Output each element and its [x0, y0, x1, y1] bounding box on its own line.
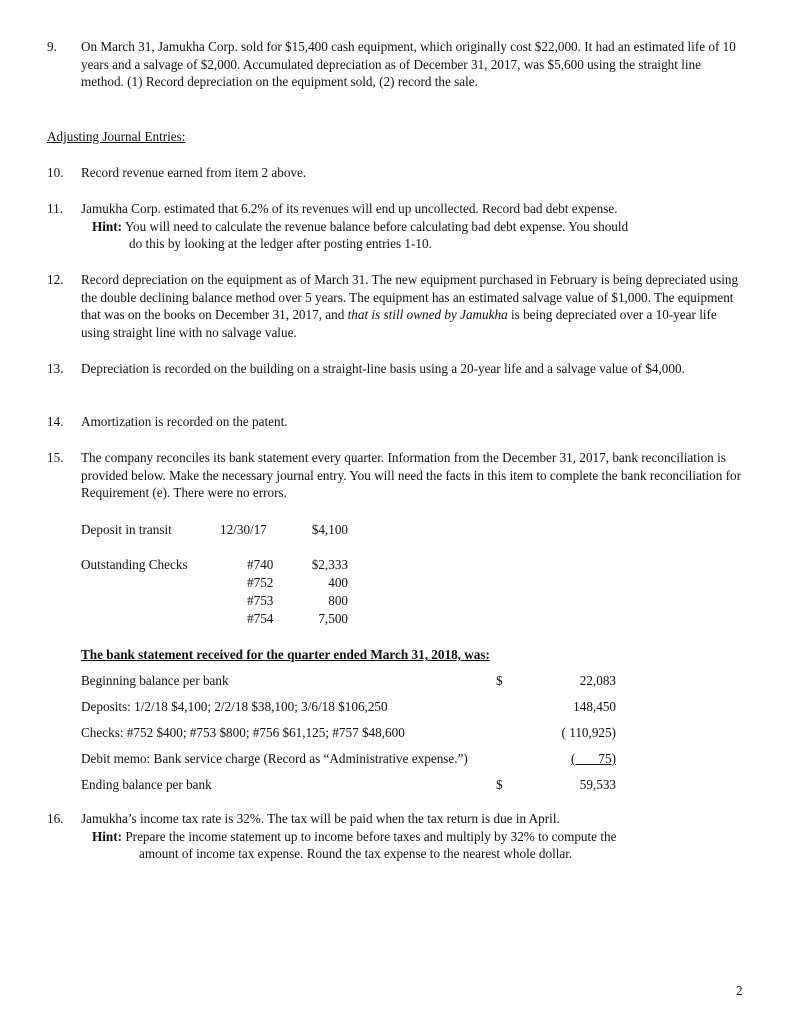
item-13-number: 13. [47, 361, 64, 376]
item-11-hint [92, 218, 747, 236]
item-11-hint-cont: do this by looking at the ledger after posting entries 1-10. [129, 236, 432, 251]
item-16-number: 16. [47, 811, 64, 826]
check-number: #752 [247, 575, 274, 590]
check-number: #740 [247, 557, 274, 572]
statement-row-currency: $ [496, 777, 503, 792]
outstanding-label: Outstanding Checks [81, 557, 188, 572]
item-16-hint [92, 828, 747, 846]
item-11-text: Jamukha Corp. estimated that 6.2% of its revenues will end up uncollected. Record bad debt expense. [81, 201, 618, 216]
statement-row-label: Debit memo: Bank service charge (Record as “Administrative expense.”) [81, 751, 468, 766]
statement-row-amount: 148,450 [573, 699, 616, 714]
item-12 [47, 271, 747, 341]
item-12-number: 12. [47, 272, 64, 287]
statement-row-amount: ( 75) [570, 751, 616, 766]
item-14 [47, 413, 747, 431]
item-9-text: On March 31, Jamukha Corp. sold for $15,400 cash equipment, which originally cost $22,000. It had an estimated life of 10 years and a salvage of $2,000. Accumulated depreciation as of December 31, 2017, was $5,600 using the straight line method. (1) Record depreciation on the equipment sold, (2) record the sale. [81, 39, 736, 89]
statement-title: The bank statement received for the quarter ended March 31, 2018, was: [81, 647, 490, 662]
item-11 [47, 200, 747, 253]
check-amount: 800 [328, 593, 348, 608]
item-16-hint-cont: amount of income tax expense. Round the tax expense to the nearest whole dollar. [139, 846, 573, 861]
statement-row-label: Checks: #752 $400; #753 $800; #756 $61,125; #757 $48,600 [81, 725, 405, 740]
item-13 [47, 360, 747, 378]
item-10 [47, 164, 747, 182]
statement-row-currency: $ [496, 673, 503, 688]
item-10-text: Record revenue earned from item 2 above. [81, 165, 307, 180]
statement-row-label: Deposits: 1/2/18 $4,100; 2/2/18 $38,100; 3/6/18 $106,250 [81, 699, 388, 714]
item-16-hint-label: Hint: [92, 828, 123, 844]
check-number: #753 [247, 593, 274, 608]
item-16-hint-text: Prepare the income statement up to income before taxes and multiply by 32% to compute the [125, 828, 617, 844]
item-14-number: 14. [47, 414, 64, 429]
item-15 [47, 449, 747, 502]
check-number: #754 [247, 611, 274, 626]
item-11-number: 11. [47, 201, 63, 216]
item-15-text: The company reconciles its bank statement every quarter. Information from the December 31, 2017, bank reconciliation is provided below. Make the necessary journal entry. You will need the facts in this item to complete the bank reconciliation for Requirement (e). There were no errors. [81, 450, 742, 500]
item-15-number: 15. [47, 450, 64, 465]
item-12-text-a: Record depreciation on the equipment as of March 31. The new equipment purchased in February is being depreciated using the double declining balance method over 5 years. The equipment has an estimated salvage value of $1,000. The equipment that was on the books on December 31, 2017, and [81, 272, 739, 322]
item-13-text: Depreciation is recorded on the building on a straight-line basis using a 20-year life and a salvage value of $4,000. [81, 361, 685, 376]
item-9 [47, 38, 747, 91]
statement-row-amount: 59,533 [579, 777, 616, 792]
item-14-text: Amortization is recorded on the patent. [81, 414, 288, 429]
check-amount: $2,333 [311, 557, 348, 572]
statement-row-amount: ( 110,925) [561, 725, 616, 740]
section-heading: Adjusting Journal Entries: [47, 129, 186, 144]
statement-row-amount: 22,083 [579, 673, 616, 688]
deposit-date: 12/30/17 [220, 522, 267, 537]
item-12-text [81, 271, 747, 341]
item-9-number: 9. [47, 39, 57, 54]
item-16-text: Jamukha’s income tax rate is 32%. The tax will be paid when the tax return is due in April. [81, 811, 560, 826]
deposit-label: Deposit in transit [81, 522, 172, 537]
item-12-text-italic: that is still owned by Jamukha [347, 307, 508, 322]
item-11-hint-text: You will need to calculate the revenue balance before calculating bad debt expense. You should [124, 218, 629, 234]
deposit-amount: $4,100 [311, 522, 348, 537]
item-16 [47, 810, 747, 863]
item-10-number: 10. [47, 165, 64, 180]
item-12-text-b: is being depreciated over a 10-year life using straight line with no salvage value. [81, 307, 717, 340]
item-11-hint-label: Hint: [92, 218, 123, 234]
check-amount: 7,500 [318, 611, 348, 626]
check-amount: 400 [328, 575, 348, 590]
statement-row-label: Beginning balance per bank [81, 673, 229, 688]
page-number: 2 [736, 983, 743, 998]
statement-row-label: Ending balance per bank [81, 777, 212, 792]
